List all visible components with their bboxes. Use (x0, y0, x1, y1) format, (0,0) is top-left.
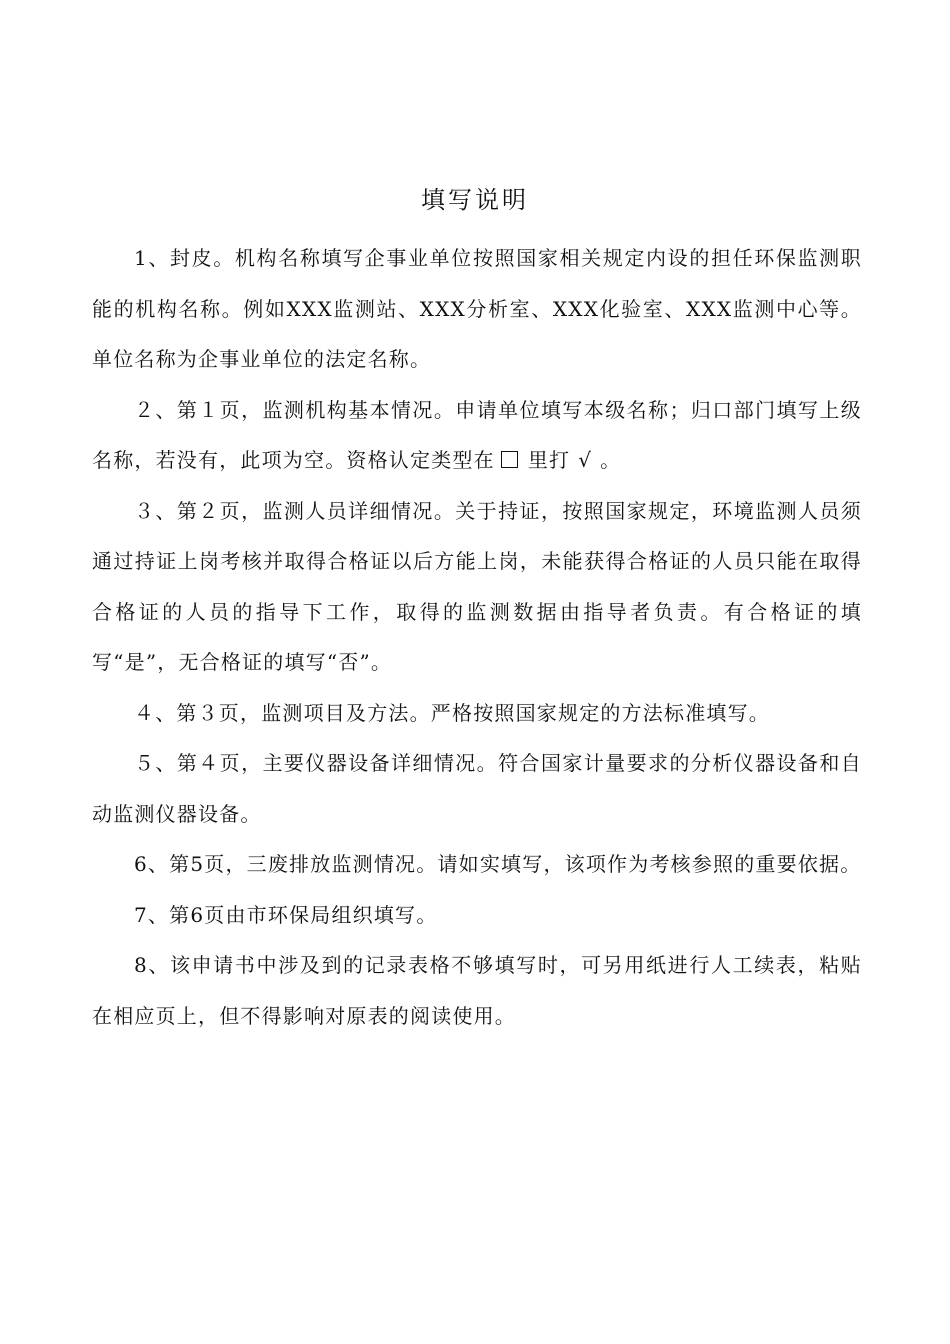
paragraph-page-6: 7、第6页由市环保局组织填写。 (134, 902, 438, 927)
paragraph-page-5: 6、第5页，三废排放监测情况。请如实填写，该项作为考核参照的重要依据。 (134, 852, 862, 876)
paragraph-page-1-mark-text: 里打 (527, 448, 571, 472)
paragraph-page-2: ３、第２页，监测人员详细情况。关于持证，按照国家规定，环境监测人员须通过持证上岗考核并取得合格证以后方能上岗，未能获得合格证的人员只能在取得合格证的人员的指导下工作，取得的监测数据由指导者负责。有合格证的填写“是”，无合格证的填写“否”。 (92, 498, 862, 674)
paragraph-page-1 (92, 385, 862, 486)
instructions-body (92, 233, 862, 1041)
paragraph-page-1-text: ２、第１页，监测机构基本情况。申请单位填写本级名称；归口部门填写上级名称，若没有，此项为空。资格认定类型在 (92, 397, 862, 472)
paragraph-page-1-end: 。 (600, 448, 622, 472)
paragraph-supplement: 8、该申请书中涉及到的记录表格不够填写时，可另用纸进行人工续表，粘贴在相应页上，但不得影响对原表的阅读使用。 (92, 953, 862, 1028)
paragraph-cover: 1、封皮。机构名称填写企事业单位按照国家相关规定内设的担任环保监测职能的机构名称。例如XXX监测站、XXX分析室、XXX化验室、XXX监测中心等。单位名称为企事业单位的法定名称。 (92, 246, 862, 371)
page-title: 填写说明 (421, 186, 529, 214)
checkmark-icon: √ (578, 448, 593, 472)
checkbox-icon (501, 451, 518, 468)
paragraph-page-4: ５、第４页，主要仪器设备详细情况。符合国家计量要求的分析仪器设备和自动监测仪器设备。 (92, 751, 862, 826)
paragraph-page-3: ４、第３页，监测项目及方法。严格按照国家规定的方法标准填写。 (134, 700, 770, 725)
